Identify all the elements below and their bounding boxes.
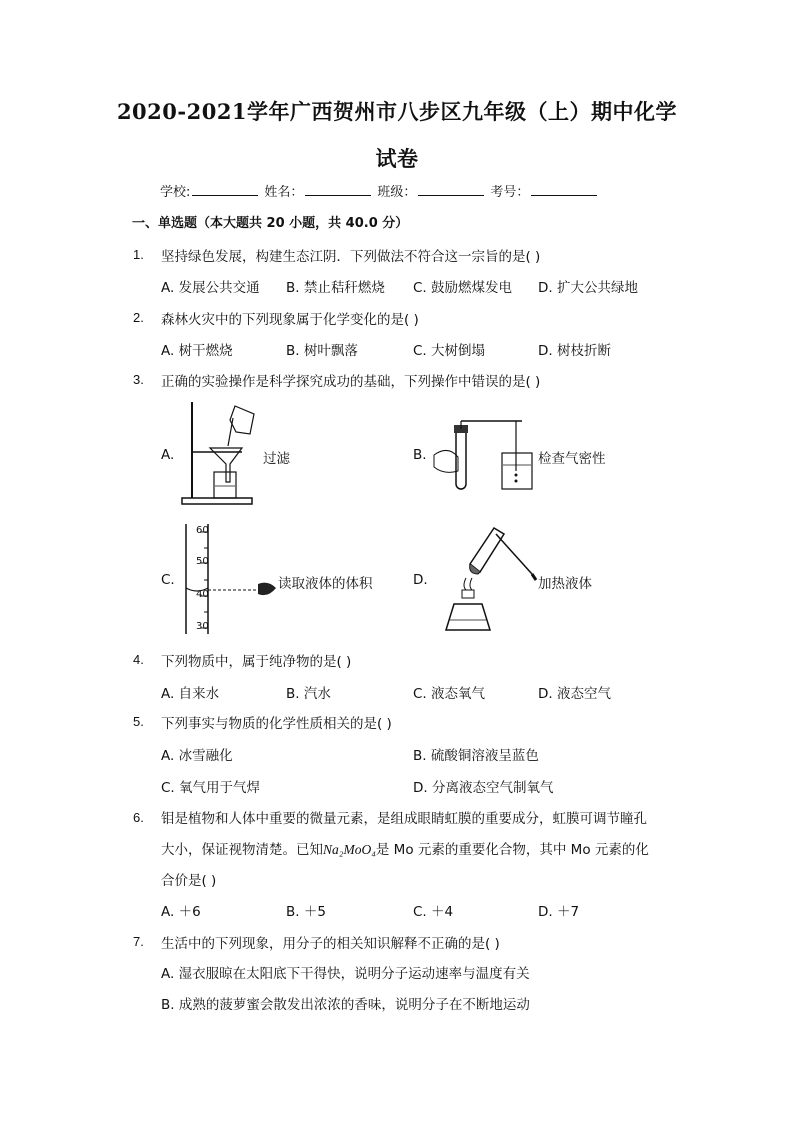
figure-label: 读取液体的体积 xyxy=(278,576,373,592)
question-number: 7. xyxy=(133,934,144,949)
question-number: 2. xyxy=(133,310,144,325)
class-label: 班级： xyxy=(377,185,417,200)
question-text-part: 是 Mo 元素的重要化合物，其中 Mo 元素的化 xyxy=(375,842,649,858)
option-b[interactable]: B. 硫酸铜溶液呈蓝色 xyxy=(413,748,539,764)
option-a[interactable]: A. 湿衣服晾在太阳底下干得快，说明分子运动速率与温度有关 xyxy=(161,966,530,982)
school-blank[interactable] xyxy=(192,181,258,196)
option-a[interactable]: A. 自来水 xyxy=(161,686,220,702)
option-a[interactable]: A. 冰雪融化 xyxy=(161,748,233,764)
option-a[interactable]: A. ＋6 xyxy=(161,904,201,920)
option-c[interactable]: C. 氧气用于气焊 xyxy=(161,780,261,796)
question-number: 3. xyxy=(133,372,144,387)
question-text-line2 xyxy=(161,838,649,858)
figure-label: 加热液体 xyxy=(538,576,592,592)
question-text-line3: 合价是( ) xyxy=(161,873,217,889)
option-d[interactable]: D. 扩大公共绿地 xyxy=(538,280,638,296)
heating-liquid-figure xyxy=(432,520,537,635)
school-label: 学校: xyxy=(160,185,191,200)
question-number: 5. xyxy=(133,714,144,729)
option-d[interactable]: D. 树枝折断 xyxy=(538,343,611,359)
question-text: 正确的实验操作是科学探究成功的基础，下列操作中错误的是( ) xyxy=(161,374,541,390)
airtightness-figure xyxy=(430,415,535,495)
question-text: 下列物质中，属于纯净物的是( ) xyxy=(161,654,352,670)
option-c[interactable]: C. xyxy=(161,572,175,588)
class-blank[interactable] xyxy=(418,181,484,196)
question-text: 森林火灾中的下列现象属于化学变化的是( ) xyxy=(161,312,419,328)
option-c[interactable]: C. 液态氧气 xyxy=(413,686,486,702)
option-b[interactable]: B. xyxy=(413,447,427,463)
student-info xyxy=(160,181,640,200)
graduated-cylinder-figure xyxy=(182,522,282,637)
question-text-part: 大小，保证视物清楚。已知 xyxy=(161,842,323,858)
option-b[interactable]: B. 汽水 xyxy=(286,686,331,702)
option-b[interactable]: B. ＋5 xyxy=(286,904,326,920)
question-number: 6. xyxy=(133,810,144,825)
section-heading: 一、单选题（本大题共 20 小题，共 40.0 分） xyxy=(132,216,409,231)
tick-label: 60 xyxy=(196,525,209,536)
question-text: 生活中的下列现象，用分子的相关知识解释不正确的是( ) xyxy=(161,936,500,952)
figure-label: 过滤 xyxy=(263,451,290,467)
option-d[interactable]: D. 分离液态空气制氧气 xyxy=(413,780,554,796)
option-b[interactable]: B. 树叶飘落 xyxy=(286,343,358,359)
exam-title: 2020-2021学年广西贺州市八步区九年级（上）期中化学 xyxy=(116,99,678,124)
option-c[interactable]: C. 鼓励燃煤发电 xyxy=(413,280,513,296)
tick-label: 40 xyxy=(196,589,209,600)
question-text: 钼是植物和人体中重要的微量元素，是组成眼睛虹膜的重要成分，虹膜可调节瞳孔 xyxy=(161,811,647,827)
name-label: 姓名： xyxy=(264,185,304,200)
question-text: 下列事实与物质的化学性质相关的是( ) xyxy=(161,716,392,732)
option-a[interactable]: A. 发展公共交通 xyxy=(161,280,260,296)
chemical-formula: Na₂MoO₄ xyxy=(323,842,376,857)
filtration-figure xyxy=(180,398,260,508)
option-a[interactable]: A. xyxy=(161,447,175,463)
option-c[interactable]: C. 大树倒塌 xyxy=(413,343,486,359)
option-d[interactable]: D. 液态空气 xyxy=(538,686,611,702)
option-b[interactable]: B. 成熟的菠萝蜜会散发出浓浓的香味，说明分子在不断地运动 xyxy=(161,997,530,1013)
name-blank[interactable] xyxy=(305,181,371,196)
tick-label: 30 xyxy=(196,621,209,632)
option-a[interactable]: A. 树干燃烧 xyxy=(161,343,233,359)
question-number: 1. xyxy=(133,247,144,262)
number-blank[interactable] xyxy=(531,181,597,196)
option-c[interactable]: C. ＋4 xyxy=(413,904,454,920)
option-d[interactable]: D. xyxy=(413,572,428,588)
option-d[interactable]: D. ＋7 xyxy=(538,904,580,920)
question-number: 4. xyxy=(133,652,144,667)
question-text: 坚持绿色发展，构建生态江阴．下列做法不符合这一宗旨的是( ) xyxy=(161,249,541,265)
tick-label: 50 xyxy=(196,556,209,567)
number-label: 考号： xyxy=(490,185,530,200)
option-b[interactable]: B. 禁止秸秆燃烧 xyxy=(286,280,385,296)
exam-title-line2: 试卷 xyxy=(375,146,419,171)
figure-label: 检查气密性 xyxy=(538,451,606,467)
